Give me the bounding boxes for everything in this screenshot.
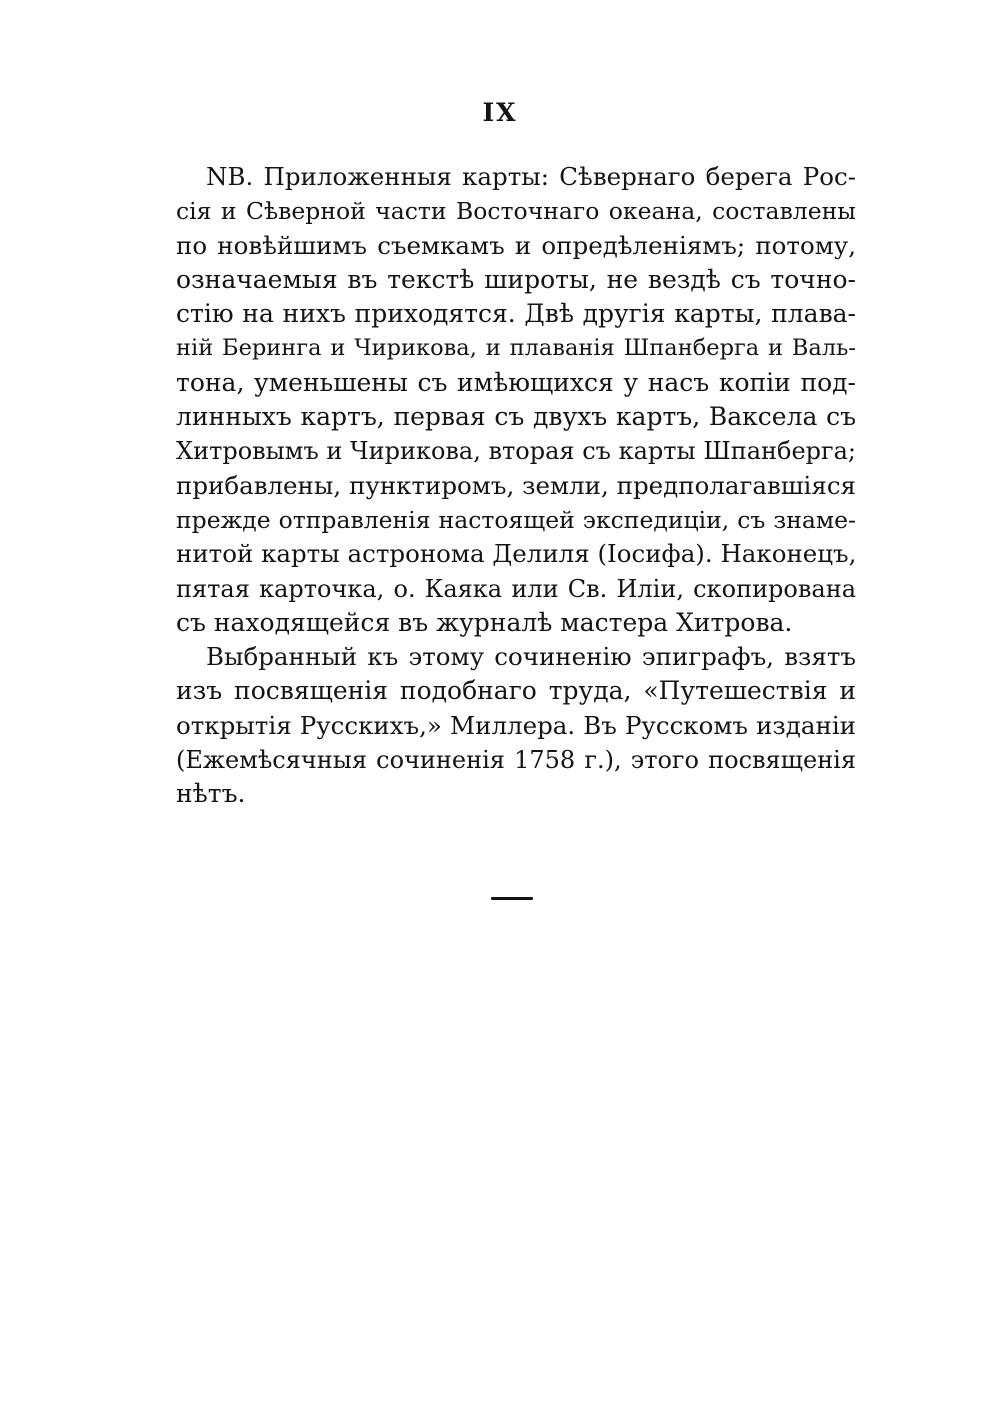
end-ornament-rule — [491, 897, 533, 900]
text-line: нѣтъ. — [176, 779, 246, 809]
text-line: съ находящейся въ журналѣ мастера Хитрова. — [176, 607, 793, 637]
text-line: Выбранный къ этому сочиненію эпиграфъ, взятъ — [206, 642, 856, 672]
page-number: IX — [482, 98, 518, 127]
text-line: линныхъ картъ, первая съ двухъ картъ, Ваксела съ — [176, 402, 856, 432]
text-line: нитой карты астронома Делиля (Іосифа). Наконецъ, — [176, 539, 857, 569]
text-line: изъ посвященія подобнаго труда, «Путешествія и — [176, 676, 856, 706]
text-line: (Ежемѣсячныя сочиненія 1758 г.), этого посвященія — [176, 746, 856, 775]
text-line: означаемыя въ текстѣ широты, не вездѣ съ точно- — [176, 264, 856, 294]
text-line: прибавлены, пунктиромъ, земли, предполагавшіяся — [176, 470, 856, 500]
text-line: сія и Сѣверной части Восточнаго океана, составлены — [176, 197, 856, 226]
text-line: пятая карточка, о. Каяка или Св. Иліи, скопирована — [176, 574, 856, 603]
text-line: стію на нихъ приходятся. Двѣ другія карты, плава- — [176, 299, 856, 329]
epigraph-note-paragraph — [176, 640, 856, 811]
text-line: прежде отправленія настоящей экспедиціи, съ знаме- — [176, 505, 856, 534]
body-text — [176, 160, 856, 812]
text-line: Хитровымъ и Чирикова, вторая съ карты Шпанберга; — [176, 437, 856, 466]
text-line: тона, уменьшены съ имѣющихся у насъ копіи под- — [176, 367, 856, 397]
text-line: по новѣйшимъ съемкамъ и опредѣленіямъ; потому, — [176, 230, 856, 260]
text-line: открытія Русскихъ,» Миллера. Въ Русскомъ изданіи — [176, 710, 856, 740]
maps-note-paragraph — [176, 160, 856, 640]
text-line: NB. Приложенныя карты: Сѣвернаго берега Рос- — [206, 162, 856, 191]
text-line: ній Беринга и Чирикова, и плаванія Шпанберга и Валь- — [176, 335, 856, 362]
